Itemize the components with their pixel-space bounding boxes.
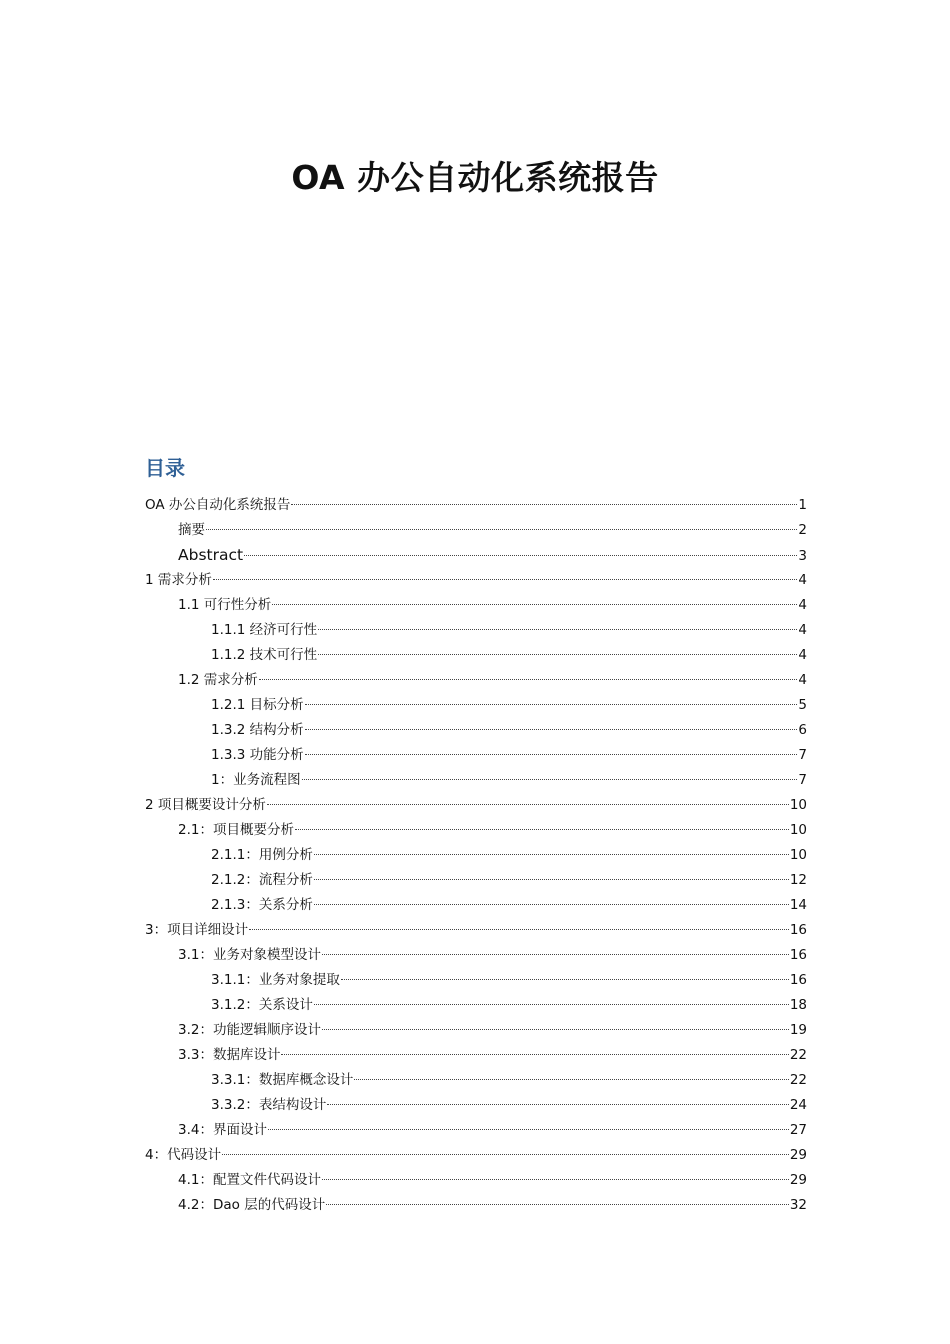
toc-entry-text: 2.1：项目概要分析 — [178, 822, 294, 838]
toc-entry[interactable] — [145, 1068, 807, 1093]
toc-entry-text: 1.2 需求分析 — [178, 672, 258, 688]
toc-page-number: 16 — [789, 972, 807, 988]
toc-page-number: 22 — [789, 1072, 807, 1088]
toc-dot-leader — [249, 929, 789, 930]
toc-entry[interactable] — [145, 968, 807, 993]
toc-entry[interactable] — [145, 943, 807, 968]
toc-entry-text: 2.1.3：关系分析 — [211, 897, 313, 913]
toc-page-number: 2 — [798, 522, 807, 538]
toc-entry[interactable] — [145, 593, 807, 618]
toc-entry-text: 1.3.2 结构分析 — [211, 722, 304, 738]
toc-dot-leader — [295, 829, 789, 830]
toc-entry-text: 1.2.1 目标分析 — [211, 697, 304, 713]
toc-entry-text: 3.1：业务对象模型设计 — [178, 947, 321, 963]
toc-page-number: 22 — [789, 1047, 807, 1063]
toc-dot-leader — [322, 954, 789, 955]
toc-dot-leader — [305, 704, 798, 705]
toc-dot-leader — [302, 779, 798, 780]
toc-entry[interactable] — [145, 893, 807, 918]
toc-entry-text: 4：代码设计 — [145, 1147, 222, 1163]
toc-entry[interactable] — [145, 993, 807, 1018]
toc-page-number: 4 — [798, 622, 807, 638]
toc-entry[interactable] — [145, 518, 807, 543]
toc-page-number: 19 — [789, 1022, 807, 1038]
toc-entry-text: 3：项目详细设计 — [145, 922, 249, 938]
toc-entry-text: 3.3.2：表结构设计 — [211, 1097, 327, 1113]
toc-entry[interactable] — [145, 718, 807, 743]
toc-dot-leader — [314, 879, 789, 880]
toc-page-number: 6 — [798, 722, 807, 738]
toc-page-number: 4 — [798, 647, 807, 663]
toc-entry[interactable] — [145, 1043, 807, 1068]
toc-dot-leader — [272, 604, 797, 605]
toc-page-number: 10 — [789, 822, 807, 838]
toc-entry-text: 3.3：数据库设计 — [178, 1047, 281, 1063]
toc-dot-leader — [206, 529, 797, 530]
toc-dot-leader — [318, 629, 797, 630]
toc-dot-leader — [322, 1029, 789, 1030]
toc-page-number: 27 — [789, 1122, 807, 1138]
toc-entry[interactable] — [145, 1018, 807, 1043]
toc-entry[interactable] — [145, 768, 807, 793]
toc-dot-leader — [305, 729, 798, 730]
toc-entry[interactable] — [145, 868, 807, 893]
toc-dot-leader — [326, 1204, 789, 1205]
toc-entry[interactable] — [145, 668, 807, 693]
toc-entry-text: 摘要 — [178, 522, 205, 538]
toc-dot-leader — [354, 1079, 788, 1080]
toc-entry[interactable] — [145, 793, 807, 818]
toc-dot-leader — [213, 579, 798, 580]
table-of-contents — [145, 493, 807, 1218]
toc-page-number: 32 — [789, 1197, 807, 1213]
toc-page-number: 4 — [798, 597, 807, 613]
toc-entry-text: 2.1.2：流程分析 — [211, 872, 313, 888]
toc-dot-leader — [314, 904, 789, 905]
toc-entry-text: 3.1.1：业务对象提取 — [211, 972, 340, 988]
toc-page-number: 10 — [789, 797, 807, 813]
toc-dot-leader — [222, 1154, 789, 1155]
toc-entry[interactable] — [145, 818, 807, 843]
toc-entry[interactable] — [145, 643, 807, 668]
toc-page-number: 4 — [798, 672, 807, 688]
toc-dot-leader — [259, 679, 798, 680]
toc-entry[interactable] — [145, 1118, 807, 1143]
toc-dot-leader — [314, 1004, 789, 1005]
toc-entry-text: 1.1.2 技术可行性 — [211, 647, 318, 663]
toc-dot-leader — [318, 654, 797, 655]
toc-dot-leader — [267, 804, 789, 805]
toc-dot-leader — [322, 1179, 789, 1180]
toc-dot-leader — [314, 854, 789, 855]
toc-heading: 目录 — [145, 456, 185, 480]
toc-entry-text: 4.2：Dao 层的代码设计 — [178, 1197, 326, 1213]
toc-page-number: 1 — [798, 497, 807, 513]
toc-page-number: 3 — [798, 548, 807, 564]
toc-page-number: 7 — [798, 772, 807, 788]
toc-dot-leader — [341, 979, 789, 980]
toc-entry[interactable] — [145, 693, 807, 718]
toc-entry[interactable] — [145, 1168, 807, 1193]
toc-entry-text: 1 需求分析 — [145, 572, 212, 588]
toc-dot-leader — [281, 1054, 788, 1055]
toc-entry[interactable] — [145, 1143, 807, 1168]
document-title: OA 办公自动化系统报告 — [291, 158, 659, 197]
toc-page-number: 18 — [789, 997, 807, 1013]
toc-dot-leader — [244, 555, 797, 556]
toc-entry-text: 3.4：界面设计 — [178, 1122, 267, 1138]
toc-page-number: 14 — [789, 897, 807, 913]
toc-entry[interactable] — [145, 1193, 807, 1218]
toc-page-number: 29 — [789, 1147, 807, 1163]
toc-entry[interactable] — [145, 568, 807, 593]
toc-entry[interactable] — [145, 1093, 807, 1118]
toc-dot-leader — [327, 1104, 788, 1105]
toc-entry[interactable] — [145, 493, 807, 518]
toc-entry-text: 1：业务流程图 — [211, 772, 301, 788]
toc-page-number: 10 — [789, 847, 807, 863]
toc-entry[interactable] — [145, 618, 807, 643]
toc-dot-leader — [291, 504, 797, 505]
toc-entry-text: 3.2：功能逻辑顺序设计 — [178, 1022, 321, 1038]
toc-page-number: 29 — [789, 1172, 807, 1188]
toc-page-number: 24 — [789, 1097, 807, 1113]
toc-entry[interactable] — [145, 843, 807, 868]
toc-page-number: 12 — [789, 872, 807, 888]
toc-entry-text: 1.1 可行性分析 — [178, 597, 272, 613]
toc-page-number: 5 — [798, 697, 807, 713]
toc-entry-text: 3.3.1：数据库概念设计 — [211, 1072, 354, 1088]
toc-entry[interactable] — [145, 743, 807, 768]
toc-dot-leader — [268, 1129, 789, 1130]
toc-page-number: 16 — [789, 922, 807, 938]
toc-entry-text: 2 项目概要设计分析 — [145, 797, 266, 813]
toc-entry[interactable] — [145, 543, 807, 568]
toc-entry[interactable] — [145, 918, 807, 943]
toc-entry-text: OA 办公自动化系统报告 — [145, 497, 291, 513]
toc-page-number: 4 — [798, 572, 807, 588]
toc-page-number: 7 — [798, 747, 807, 763]
toc-entry-text: 1.3.3 功能分析 — [211, 747, 304, 763]
toc-page-number: 16 — [789, 947, 807, 963]
toc-entry-text: 1.1.1 经济可行性 — [211, 622, 318, 638]
toc-dot-leader — [305, 754, 798, 755]
toc-entry-text: 2.1.1：用例分析 — [211, 847, 313, 863]
toc-entry-text: 3.1.2：关系设计 — [211, 997, 313, 1013]
toc-entry-text: Abstract — [178, 546, 244, 564]
toc-entry-text: 4.1：配置文件代码设计 — [178, 1172, 321, 1188]
